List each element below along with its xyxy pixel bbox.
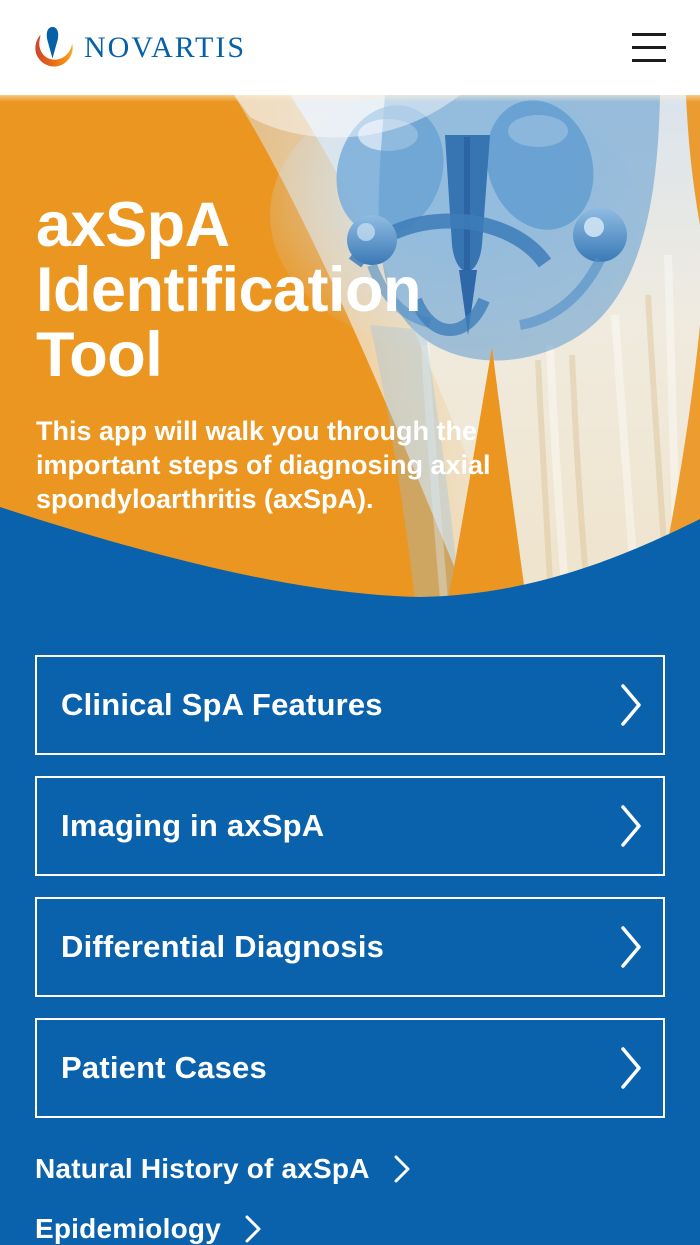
hero-text-block [36,95,596,516]
link-epidemiology[interactable] [35,1213,261,1245]
chevron-right-icon [619,1046,643,1090]
link-label: Epidemiology [35,1213,221,1244]
menu-button-label: Patient Cases [61,1050,267,1085]
hamburger-menu-button[interactable] [632,27,666,68]
chevron-right-icon [619,683,643,727]
main-menu [0,600,700,1245]
menu-button-patient-cases[interactable] [35,1018,665,1118]
chevron-right-icon [245,1215,261,1243]
menu-button-differential-diagnosis[interactable] [35,897,665,997]
chevron-right-icon [619,925,643,969]
menu-button-clinical-spa-features[interactable] [35,655,665,755]
link-natural-history-of-axspa[interactable] [35,1153,410,1185]
chevron-right-icon [619,804,643,848]
page-subtitle: This app will walk you through the important steps of diagnosing axial spondyloarthritis (axSpA). [36,416,491,514]
hamburger-icon [632,33,666,62]
menu-button-imaging-in-axspa[interactable] [35,776,665,876]
menu-button-label: Clinical SpA Features [61,687,383,722]
novartis-logo[interactable] [30,25,246,71]
secondary-links [35,1153,665,1245]
hero-banner [0,95,700,600]
menu-button-label: Differential Diagnosis [61,929,385,964]
page-title: axSpA Identification Tool [36,190,421,390]
brand-wordmark: NOVARTIS [84,30,247,64]
menu-button-label: Imaging in axSpA [61,808,325,843]
novartis-flame-icon [30,25,74,71]
link-label: Natural History of axSpA [35,1153,370,1184]
chevron-right-icon [394,1155,410,1183]
app-header [0,0,700,95]
